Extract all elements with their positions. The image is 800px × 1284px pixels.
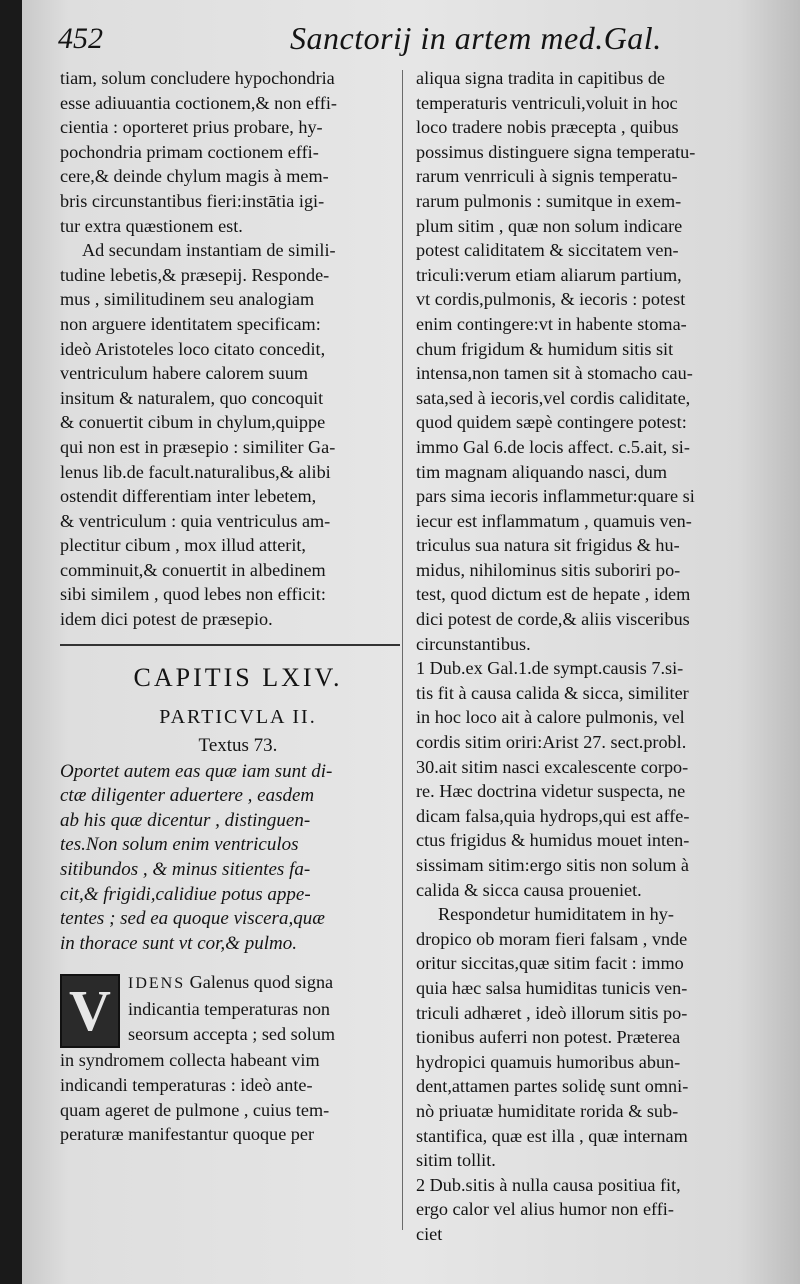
page-header bbox=[58, 14, 778, 64]
text-line: 2 Dub.sitis à nulla causa positiua fit, bbox=[416, 1174, 681, 1195]
text-line: tentes ; sed ea quoque viscera,quæ bbox=[60, 908, 325, 930]
text-line: circunstantibus. bbox=[416, 633, 531, 654]
text-line: quam ageret de pulmone , cuius tem- bbox=[60, 1099, 330, 1120]
text-line: immo Gal 6.de locis affect. c.5.ait, si- bbox=[416, 436, 690, 457]
text-line: cordis sitim oriri:Arist 27. sect.probl. bbox=[416, 732, 687, 753]
text-line: Oportet autem eas quæ iam sunt di- bbox=[60, 760, 333, 782]
left-column bbox=[60, 66, 416, 1147]
text-line: triculi adhæret , ideò illorum sitis po- bbox=[416, 1002, 688, 1023]
text-line: dicam falsa,quia hydrops,qui est affe- bbox=[416, 805, 690, 826]
text-line: 30.ait sitim nasci excalescente corpo- bbox=[416, 756, 689, 777]
text-line: tim magnam aliquando nasci, dum bbox=[416, 461, 668, 482]
text-line: nò priuatæ humiditate rorida & sub- bbox=[416, 1100, 679, 1121]
text-line: tur extra quæstionem est. bbox=[60, 215, 243, 236]
text-line: potest caliditatem & siccitatem ven- bbox=[416, 240, 679, 261]
text-line: & ventriculum : quia ventriculus am- bbox=[60, 510, 331, 531]
text-line: mus , similitudinem seu analogiam bbox=[60, 289, 315, 310]
text-line: quod quidem sæpè contingere potest: bbox=[416, 412, 687, 433]
text-line: dent,attamen partes solidę sunt omni- bbox=[416, 1076, 689, 1097]
text-line: esse adiuuantia coctionem,& non effi- bbox=[60, 92, 337, 113]
quoted-text bbox=[60, 760, 416, 957]
text-line: in thorace sunt vt cor,& pulmo. bbox=[60, 932, 297, 954]
initial-line: indicantia temperaturas non bbox=[128, 999, 331, 1019]
initial-line: Galenus quod signa bbox=[189, 972, 334, 993]
text-line: loco tradere nobis præcepta , quibus bbox=[416, 117, 679, 138]
text-line: cientia : oporteret prius probare, hy- bbox=[60, 117, 323, 138]
text-line: dropico ob moram fieri falsam , vnde bbox=[416, 928, 688, 949]
text-line: intensa,non tamen sit à stomacho cau- bbox=[416, 363, 693, 384]
text-line: sitibundos , & minus sitientes fa- bbox=[60, 859, 311, 881]
text-line: re. Hæc doctrina videtur suspecta, ne bbox=[416, 781, 686, 802]
right-text bbox=[416, 66, 792, 1247]
text-line: iecur est inflammatum , quamuis ven- bbox=[416, 510, 692, 531]
text-line: sitim tollit. bbox=[416, 1150, 496, 1171]
running-title: Sanctorij in artem med.Gal. bbox=[290, 20, 662, 56]
text-line: indicandi temperaturas : ideò ante- bbox=[60, 1075, 313, 1095]
text-line: tis fit à causa calida & sicca, similiter bbox=[416, 682, 689, 703]
book-page bbox=[22, 0, 800, 1284]
text-line: dici potest de corde,& aliis visceribus bbox=[416, 609, 690, 630]
text-line: tes.Non solum enim ventriculos bbox=[60, 834, 299, 856]
text-line: stantifica, quæ est illa , quæ internam bbox=[416, 1125, 688, 1146]
text-line: plum sitim , quæ non solum indicare bbox=[416, 215, 683, 236]
commentary-paragraph bbox=[60, 970, 416, 1146]
decorated-initial: V bbox=[60, 974, 120, 1048]
left-paragraph-1 bbox=[60, 66, 416, 238]
right-column bbox=[416, 66, 792, 1247]
text-line: test, quod dictum est de hepate , idem bbox=[416, 584, 691, 605]
text-line: sata,sed à iecoris,vel cordis caliditate, bbox=[416, 387, 691, 408]
particula-heading: PARTICVLA II. bbox=[159, 705, 317, 728]
text-line: peraturæ manifestantur quoque per bbox=[60, 1124, 315, 1145]
text-line: calida & sicca causa proueniet. bbox=[416, 879, 642, 900]
text-line: ventriculum habere calorem suum bbox=[60, 363, 308, 384]
text-line: & conuertit cibum in chylum,quippe bbox=[60, 412, 326, 433]
page-number: 452 bbox=[58, 22, 103, 55]
text-line: ideò Aristoteles loco citato concedit, bbox=[60, 338, 326, 359]
text-line: sibi similem , quod lebes non efficit: bbox=[60, 584, 326, 605]
closing-lines bbox=[60, 1048, 416, 1146]
text-line: ergo calor vel alius humor non effi- bbox=[416, 1199, 674, 1220]
text-line: pochondria primam coctionem effi- bbox=[60, 141, 319, 162]
text-line: insitum & naturalem, quo concoquit bbox=[60, 387, 324, 408]
text-line: temperaturis ventriculi,voluit in hoc bbox=[416, 92, 678, 113]
text-line: ab his quæ dicentur , distinguen- bbox=[60, 809, 311, 831]
section-rule bbox=[60, 644, 400, 646]
text-line: hydropici quamuis humoribus abun- bbox=[416, 1051, 681, 1072]
left-paragraph-2 bbox=[60, 238, 416, 632]
text-line: cit,& frigidi,calidiue potus appe- bbox=[60, 883, 311, 905]
text-line: lenus lib.de facult.naturalibus,& alibi bbox=[60, 461, 331, 482]
text-line: cere,& deinde chylum magis à mem- bbox=[60, 166, 329, 187]
text-line: oritur siccitas,quæ sitim facit : immo bbox=[416, 953, 684, 974]
text-line: tiam, solum concludere hypochondria bbox=[60, 68, 335, 88]
text-line: chum frigidum & humidum sitis sit bbox=[416, 338, 674, 359]
text-line: ciet bbox=[416, 1223, 443, 1244]
text-line: triculus sua natura sit frigidus & hu- bbox=[416, 535, 680, 556]
text-line: in hoc loco ait à calore pulmonis, vel bbox=[416, 707, 685, 728]
text-line: comminuit,& conuertit in albedinem bbox=[60, 559, 326, 580]
text-line: in syndromem collecta habeant vim bbox=[60, 1050, 320, 1071]
text-line: aliqua signa tradita in capitibus de bbox=[416, 68, 665, 88]
text-line: triculi:verum etiam aliarum partium, bbox=[416, 264, 682, 285]
text-line: tudine lebetis,& præsepij. Responde- bbox=[60, 264, 330, 285]
text-line: vt cordis,pulmonis, & iecoris : potest bbox=[416, 289, 686, 310]
text-line: rarum pulmonis : sumitque in exem- bbox=[416, 190, 682, 211]
textus-heading: Textus 73. bbox=[198, 734, 278, 756]
text-line: pars sima iecoris inflammetur:quare si bbox=[416, 486, 695, 507]
text-line: non arguere identitatem specificam: bbox=[60, 313, 321, 334]
text-line: sissimam sitim:ergo sitis non solum à bbox=[416, 855, 689, 875]
chapter-title: CAPITIS LXIV. bbox=[133, 662, 343, 692]
text-line: 1 Dub.ex Gal.1.de sympt.causis 7.si- bbox=[416, 658, 684, 679]
initial-first-word: IDENS bbox=[128, 975, 186, 993]
text-line: quia hæc salsa humiditas tunicis ven- bbox=[416, 977, 688, 998]
text-line: plectitur cibum , mox illud atterit, bbox=[60, 535, 306, 556]
text-line: tionibus auferri non potest. Præterea bbox=[416, 1027, 681, 1048]
text-line: ostendit differentiam inter lebetem, bbox=[60, 486, 317, 507]
text-line: Respondetur humiditatem in hy- bbox=[438, 904, 674, 925]
text-line: ctus frigidus & humidus mouet inten- bbox=[416, 830, 690, 851]
text-line: possimus distinguere signa temperatu- bbox=[416, 141, 696, 162]
text-line: rarum venrriculi à signis temperatu- bbox=[416, 166, 678, 187]
text-line: qui non est in præsepio : similiter Ga- bbox=[60, 436, 336, 457]
text-line: midus, nihilominus sitis suboriri po- bbox=[416, 559, 681, 580]
text-line: bris circunstantibus fieri:instātia igi- bbox=[60, 190, 325, 211]
text-line: enim contingere:vt in habente stoma- bbox=[416, 313, 687, 334]
initial-line: seorsum accepta ; sed solum bbox=[128, 1023, 336, 1044]
text-line: idem dici potest de præsepio. bbox=[60, 609, 273, 630]
text-line: Ad secundam instantiam de simili- bbox=[82, 240, 336, 261]
text-line: ctæ diligenter aduertere , easdem bbox=[60, 785, 315, 807]
